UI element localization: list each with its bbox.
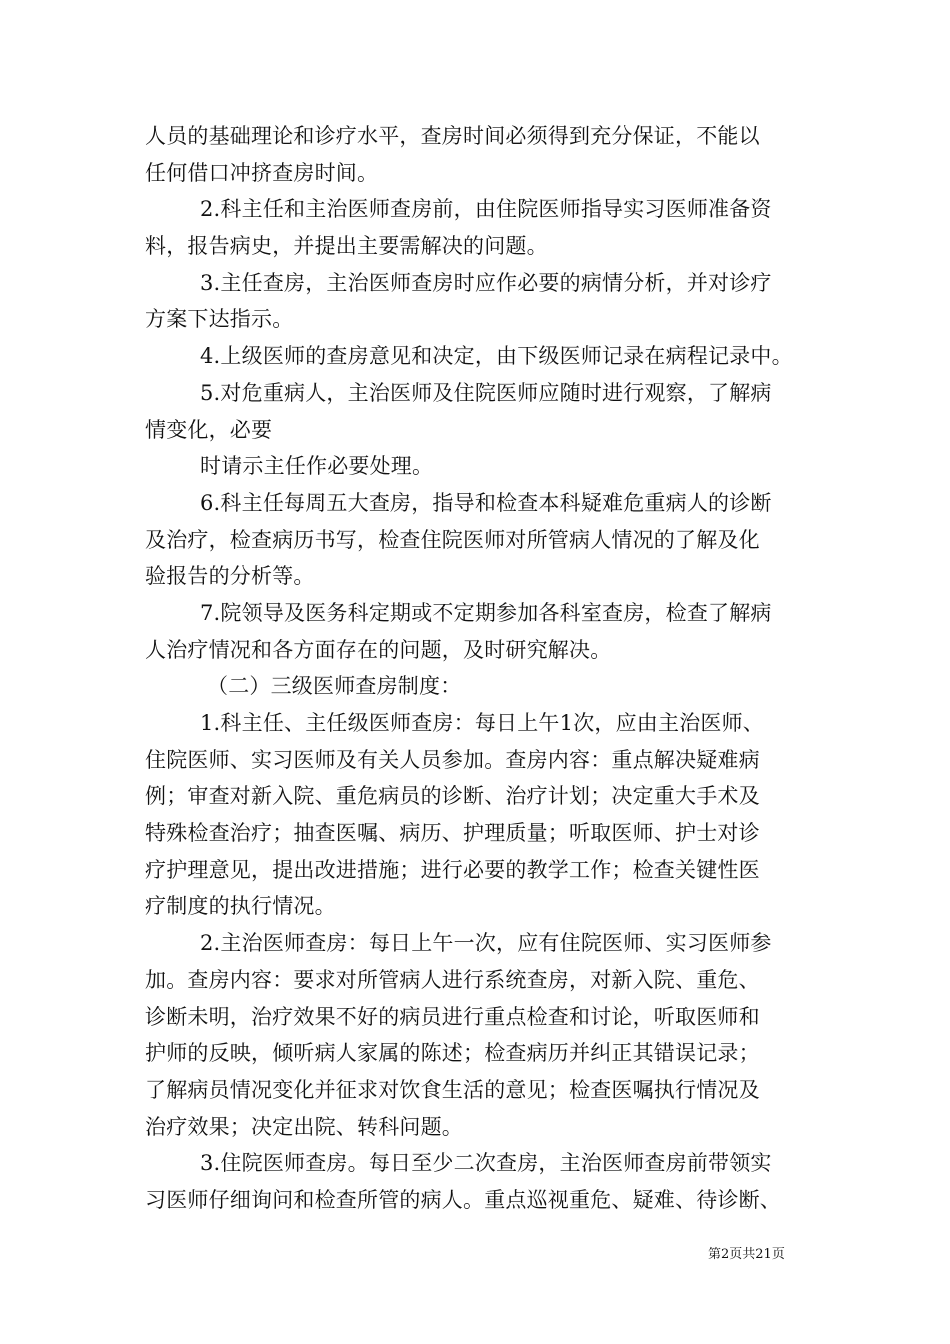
text-line: 2.科主任和主治医师查房前，由住院医师指导实习医师准备资 xyxy=(200,197,772,222)
text-line: 诊断未明，治疗效果不好的病员进行重点检查和讨论，听取医师和 xyxy=(145,1004,760,1029)
text-line: 疗制度的执行情况。 xyxy=(145,894,336,919)
page-number-footer: 第2页共21页 xyxy=(708,1247,785,1262)
text-line: 疗护理意见，提出改进措施；进行必要的教学工作；检查关键性医 xyxy=(145,857,760,882)
text-line: 5.对危重病人，主治医师及住院医师应随时进行观察，了解病 xyxy=(200,380,772,405)
text-line: 人员的基础理论和诊疗水平，查房时间必须得到充分保证，不能以 xyxy=(145,124,760,148)
document-body xyxy=(145,118,815,1219)
text-line: 护师的反映，倾听病人家属的陈述；检查病历并纠正其错误记录； xyxy=(145,1041,760,1066)
text-line: 了解病员情况变化并征求对饮食生活的意见；检查医嘱执行情况及 xyxy=(145,1077,760,1102)
text-line: 人治疗情况和各方面存在的问题，及时研究解决。 xyxy=(145,637,612,662)
text-line: 2.主治医师查房：每日上午一次，应有住院医师、实习医师参 xyxy=(200,931,772,956)
text-line: 验报告的分析等。 xyxy=(145,564,315,589)
text-line: 方案下达指示。 xyxy=(145,307,294,332)
text-line: 3.住院医师查房。每日至少二次查房，主治医师查房前带领实 xyxy=(200,1151,772,1176)
text-line: 特殊检查治疗；抽查医嘱、病历、护理质量；听取医师、护士对诊 xyxy=(145,821,760,846)
text-line: 任何借口冲挤查房时间。 xyxy=(145,160,379,185)
text-line: 治疗效果；决定出院、转科问题。 xyxy=(145,1114,463,1139)
text-line: 情变化，必要 xyxy=(145,417,273,442)
text-line: 习医师仔细询问和检查所管的病人。重点巡视重危、疑难、待诊断、 xyxy=(145,1187,781,1212)
text-line: 时请示主任作必要处理。 xyxy=(200,454,434,479)
text-line: （二）三级医师查房制度： xyxy=(207,674,462,699)
text-line: 3.主任查房，主治医师查房时应作必要的病情分析，并对诊疗 xyxy=(200,270,772,295)
text-line: 例；审查对新入院、重危病员的诊断、治疗计划；决定重大手术及 xyxy=(145,784,760,809)
text-line: 6.科主任每周五大查房，指导和检查本科疑难危重病人的诊断 xyxy=(200,490,772,515)
text-line: 4.上级医师的查房意见和决定，由下级医师记录在病程记录中。 xyxy=(200,344,793,369)
text-line: 1.科主任、主任级医师查房：每日上午1次，应由主治医师、 xyxy=(200,711,764,735)
text-line: 及治疗，检查病历书写，检查住院医师对所管病人情况的了解及化 xyxy=(145,527,760,552)
text-line: 料，报告病史，并提出主要需解决的问题。 xyxy=(145,234,548,259)
text-line: 住院医师、实习医师及有关人员参加。查房内容：重点解决疑难病 xyxy=(145,747,760,772)
text-line: 7.院领导及医务科定期或不定期参加各科室查房，检查了解病 xyxy=(200,600,772,625)
text-line: 加。查房内容：要求对所管病人进行系统查房，对新入院、重危、 xyxy=(145,967,760,992)
